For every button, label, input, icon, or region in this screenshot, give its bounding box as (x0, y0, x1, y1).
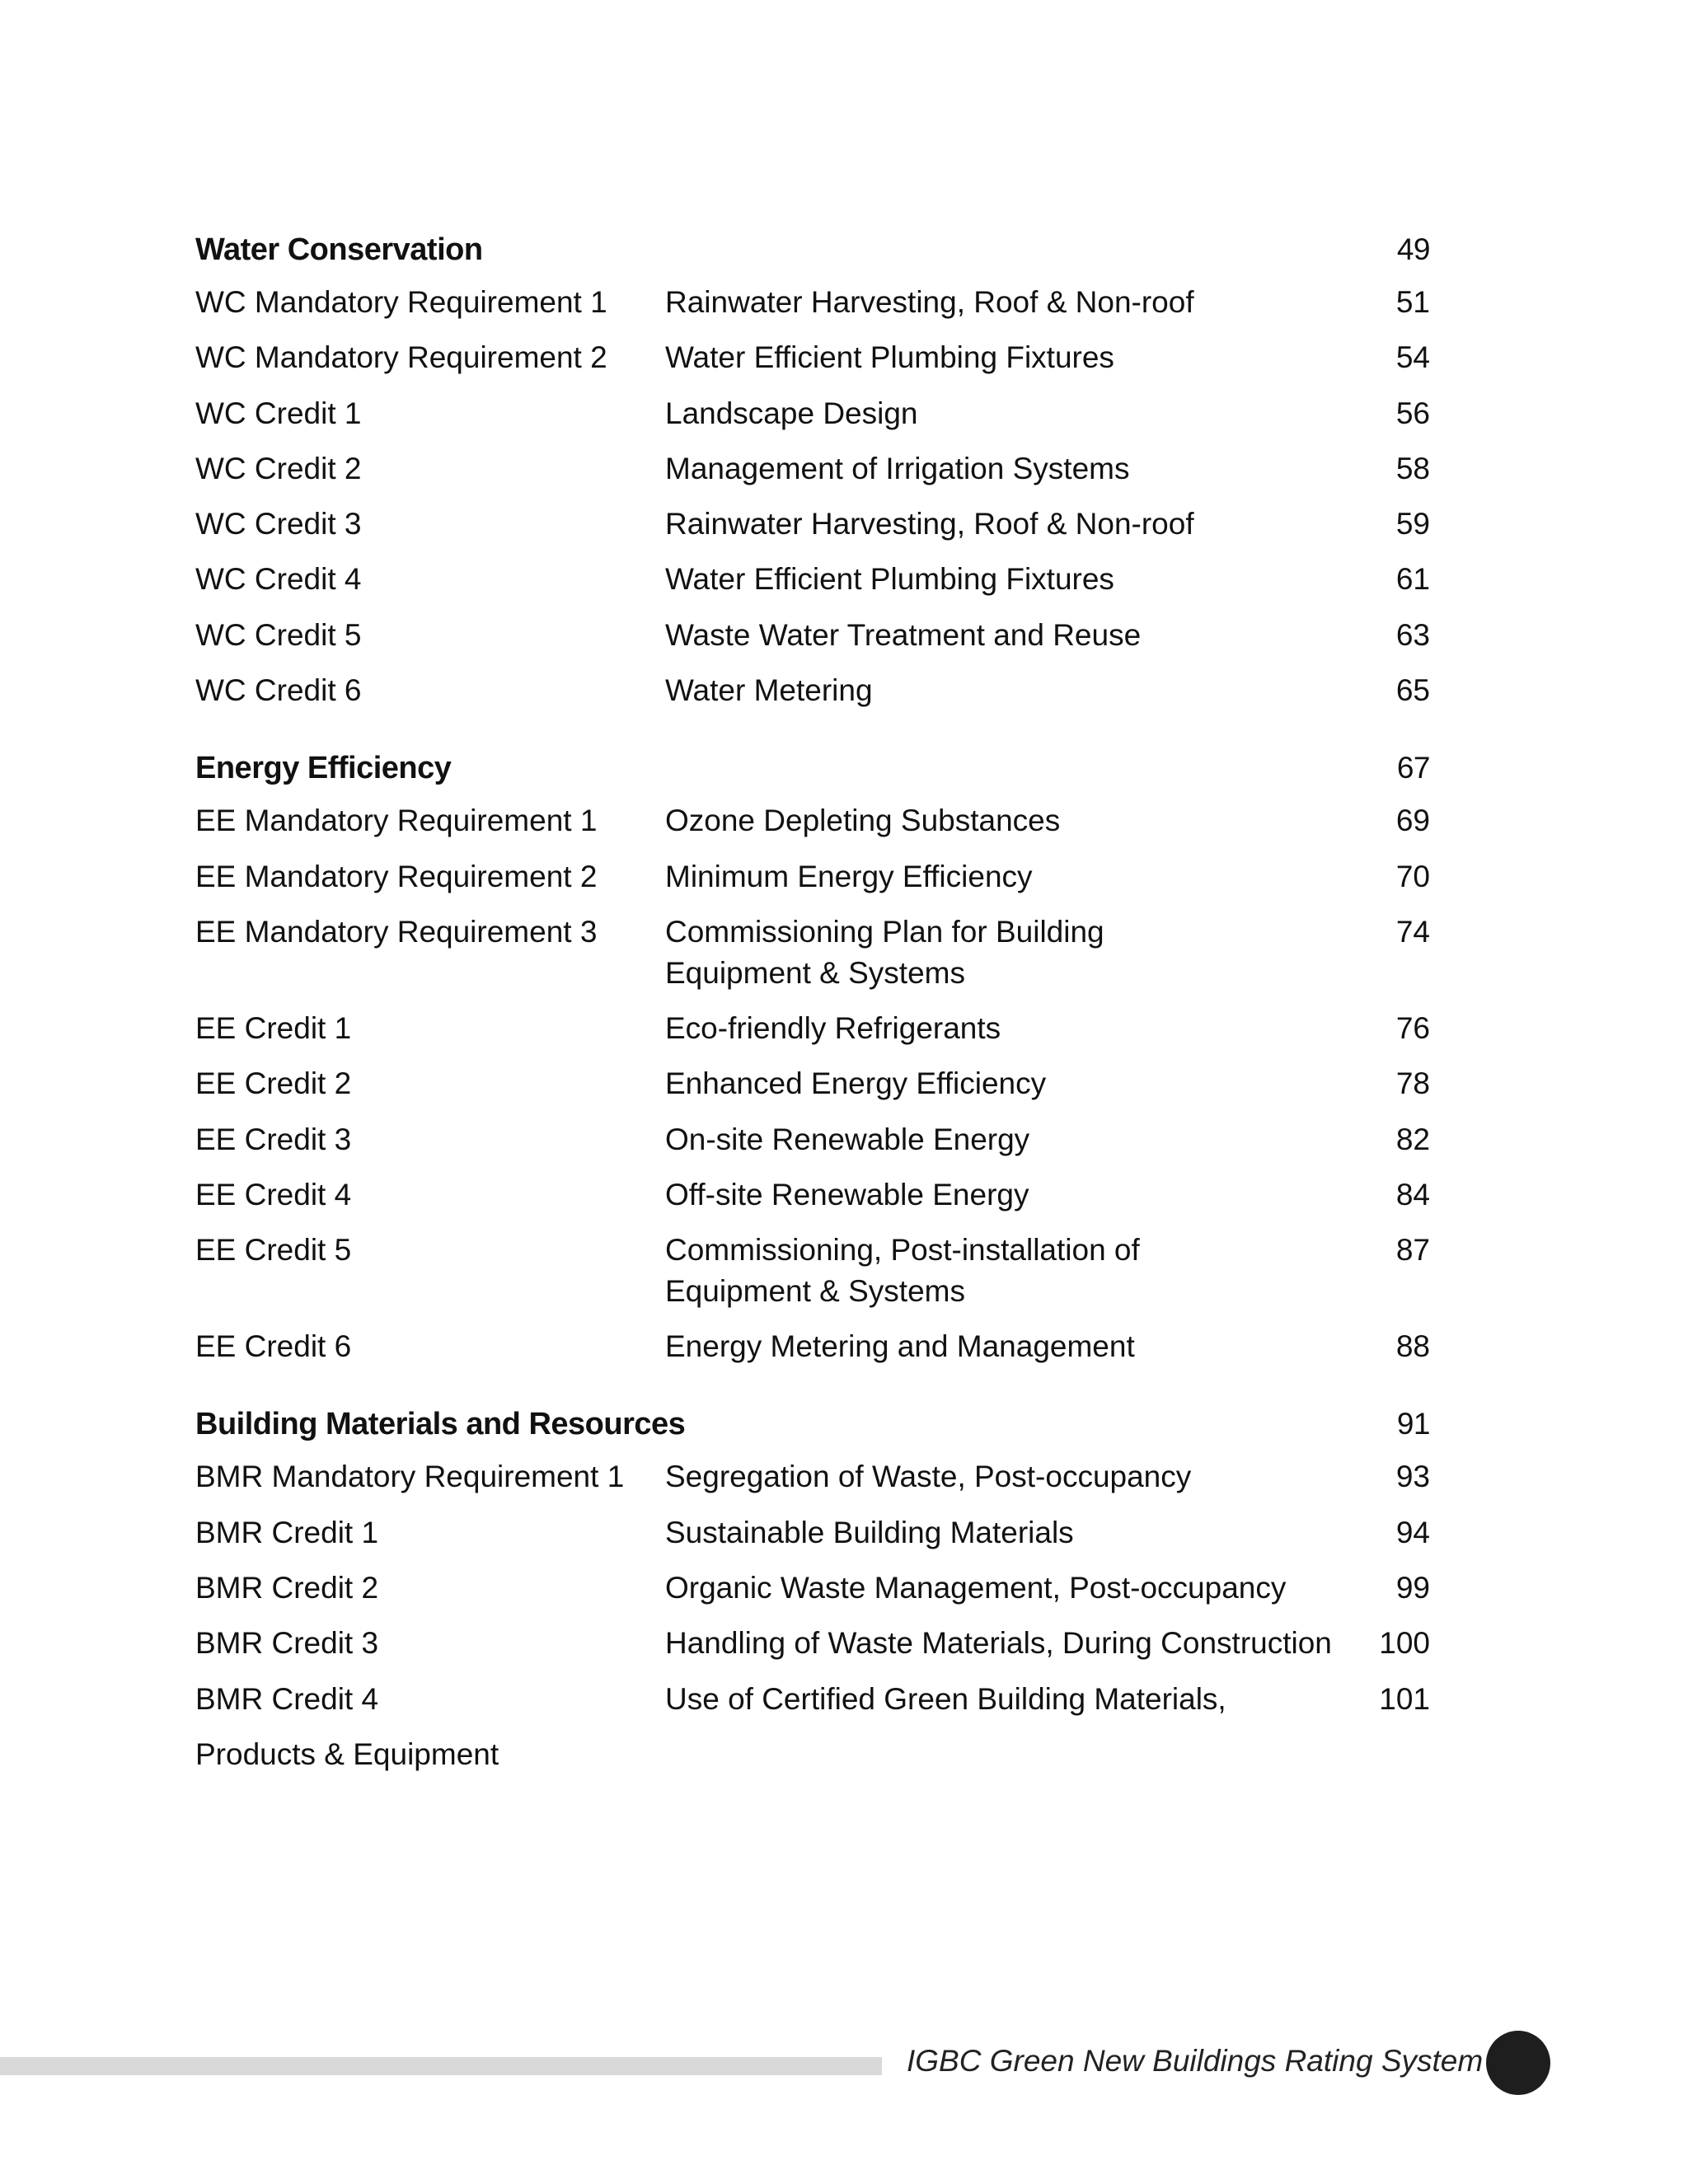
toc-code: EE Mandatory Requirement 2 (195, 859, 598, 893)
toc-title: Minimum Energy Efficiency (665, 859, 1033, 893)
section-heading (195, 1399, 1432, 1456)
toc-page: 59 (1395, 507, 1430, 541)
section-page-number: 49 (1396, 232, 1430, 266)
toc-row (195, 1008, 1432, 1063)
toc-continuation-text: Products & Equipment (195, 1736, 499, 1771)
toc-title: Energy Metering and Management (665, 1329, 1135, 1364)
toc-page: 99 (1395, 1571, 1430, 1605)
toc-row (195, 1679, 1432, 1734)
section-heading (195, 224, 1432, 282)
toc-row (195, 1623, 1432, 1678)
toc-page: 61 (1395, 562, 1430, 597)
toc-row (195, 670, 1432, 725)
toc-row (195, 1063, 1432, 1118)
toc-page: 69 (1395, 804, 1430, 838)
section-title: Energy Efficiency (195, 751, 452, 786)
toc-row (195, 1119, 1432, 1174)
toc-page: 100 (1379, 1626, 1430, 1661)
section-gap (195, 725, 1432, 743)
section-heading (195, 743, 1432, 800)
section-page-number: 67 (1396, 751, 1430, 785)
toc-row (195, 282, 1432, 337)
toc-code: EE Mandatory Requirement 3 (195, 914, 598, 949)
section-page-number: 91 (1396, 1407, 1430, 1441)
toc-title: Eco-friendly Refrigerants (665, 1010, 1001, 1045)
toc-row (195, 393, 1432, 448)
toc-page: 88 (1395, 1329, 1430, 1364)
toc-title: Use of Certified Green Building Materials, (665, 1681, 1226, 1716)
toc-row (195, 615, 1432, 670)
toc-row (195, 856, 1432, 912)
toc-title: Water Efficient Plumbing Fixtures (665, 562, 1114, 597)
toc-title: Waste Water Treatment and Reuse (665, 617, 1142, 652)
toc-row (195, 1174, 1432, 1230)
toc-page: 78 (1395, 1066, 1430, 1101)
toc-row (195, 504, 1432, 559)
toc-title: Commissioning, Post-installation of Equipment & Systems (665, 1233, 1140, 1309)
toc-title: Water Metering (665, 673, 873, 708)
toc-code: WC Credit 6 (195, 673, 362, 708)
footer-rule (0, 2057, 882, 2075)
section-gap (195, 1381, 1432, 1399)
toc-page: 65 (1395, 673, 1430, 708)
toc-title: Commissioning Plan for Building Equipment & Systems (665, 914, 1104, 990)
toc-page: 70 (1395, 859, 1430, 893)
toc-page: 101 (1379, 1681, 1430, 1716)
toc-code: BMR Credit 2 (195, 1571, 379, 1605)
toc-page: 51 (1395, 285, 1430, 319)
toc-code: WC Credit 5 (195, 617, 362, 652)
section-title: Building Materials and Resources (195, 1407, 686, 1442)
toc-row (195, 1456, 1432, 1511)
toc-row (195, 800, 1432, 855)
footer-title: IGBC Green New Buildings Rating System (907, 2044, 1484, 2078)
section-water-conservation (195, 224, 1432, 725)
toc-code: WC Credit 3 (195, 507, 362, 541)
toc-page: 82 (1395, 1122, 1430, 1156)
toc-title: Enhanced Energy Efficiency (665, 1066, 1047, 1101)
toc-title: Rainwater Harvesting, Roof & Non-roof (665, 507, 1194, 541)
toc-page: 58 (1395, 451, 1430, 485)
toc-page: 63 (1395, 617, 1430, 652)
toc-row (195, 1512, 1432, 1568)
toc-title: Ozone Depleting Substances (665, 804, 1061, 838)
toc-title: Rainwater Harvesting, Roof & Non-roof (665, 285, 1194, 319)
toc-code: EE Mandatory Requirement 1 (195, 804, 598, 838)
toc-code: EE Credit 3 (195, 1122, 352, 1156)
toc-code: BMR Credit 1 (195, 1515, 379, 1549)
toc-code: EE Credit 4 (195, 1177, 352, 1212)
toc-page: 93 (1395, 1460, 1430, 1494)
toc-page: 87 (1395, 1233, 1430, 1268)
toc-code: BMR Mandatory Requirement 1 (195, 1460, 625, 1494)
toc-title: Organic Waste Management, Post-occupancy (665, 1571, 1287, 1605)
toc-row (195, 337, 1432, 392)
toc-code: EE Credit 1 (195, 1010, 352, 1045)
page-marker-circle (1486, 2031, 1550, 2095)
toc-code: WC Credit 4 (195, 562, 362, 597)
toc-code: EE Credit 2 (195, 1066, 352, 1101)
toc-page: 76 (1395, 1010, 1430, 1045)
table-of-contents (195, 224, 1432, 1775)
toc-row (195, 912, 1432, 1008)
toc-code: WC Credit 1 (195, 396, 362, 430)
toc-page: 74 (1395, 914, 1430, 949)
toc-code: EE Credit 5 (195, 1233, 352, 1268)
toc-row (195, 1568, 1432, 1623)
section-title: Water Conservation (195, 232, 483, 267)
toc-row (195, 559, 1432, 614)
toc-code: WC Credit 2 (195, 451, 362, 485)
toc-page: 56 (1395, 396, 1430, 430)
toc-page: 84 (1395, 1177, 1430, 1212)
section-building-materials (195, 1399, 1432, 1774)
toc-title: Off-site Renewable Energy (665, 1177, 1029, 1212)
toc-title: Handling of Waste Materials, During Construction (665, 1626, 1332, 1661)
toc-title: Water Efficient Plumbing Fixtures (665, 340, 1114, 375)
toc-code: EE Credit 6 (195, 1329, 352, 1364)
toc-row (195, 1326, 1432, 1381)
toc-code: WC Mandatory Requirement 1 (195, 285, 607, 319)
toc-code: BMR Credit 4 (195, 1681, 379, 1716)
toc-title: Landscape Design (665, 396, 918, 430)
toc-row (195, 1230, 1432, 1326)
section-energy-efficiency (195, 743, 1432, 1381)
toc-page: 94 (1395, 1515, 1430, 1549)
toc-page: 54 (1395, 340, 1430, 375)
toc-row (195, 448, 1432, 504)
toc-title: Sustainable Building Materials (665, 1515, 1074, 1549)
toc-title: On-site Renewable Energy (665, 1122, 1030, 1156)
toc-title: Management of Irrigation Systems (665, 451, 1130, 485)
toc-title: Segregation of Waste, Post-occupancy (665, 1460, 1192, 1494)
toc-code: BMR Credit 3 (195, 1626, 379, 1661)
toc-code: WC Mandatory Requirement 2 (195, 340, 607, 375)
